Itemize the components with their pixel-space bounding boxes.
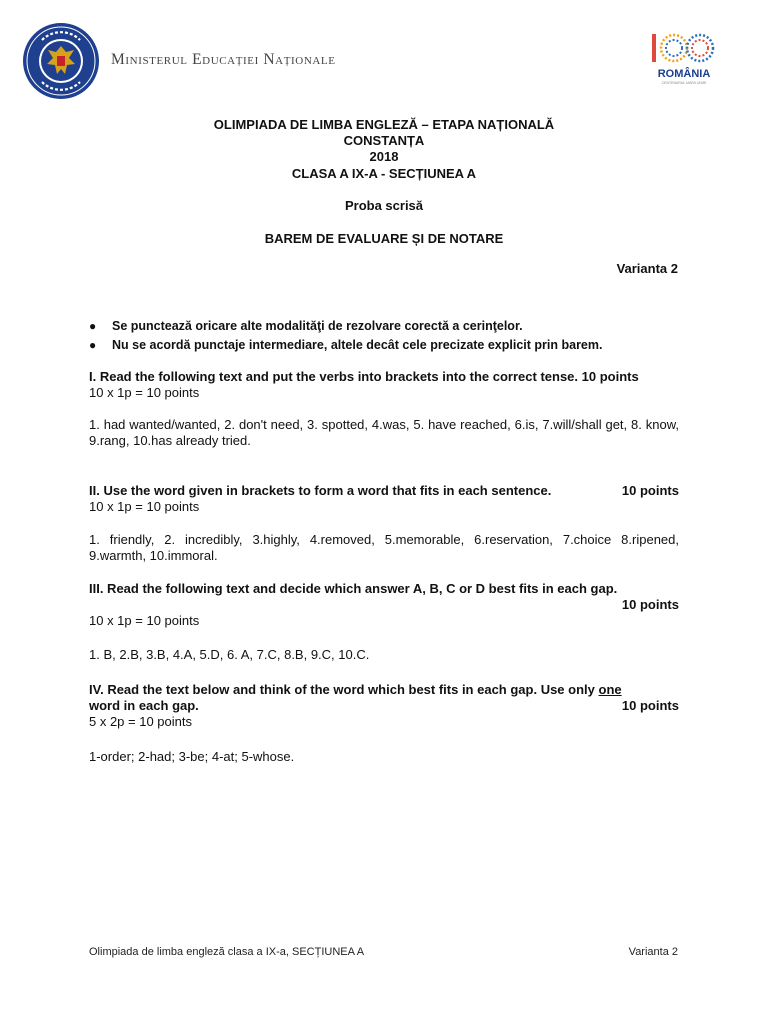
section-heading: II. Use the word given in brackets to form a word that fits in each sentence. [89,483,552,498]
ministry-name: Ministerul Educației Naționale [111,51,336,68]
list-item: ● Nu se acordă punctaje intermediare, altele decât cele precizate explicit prin barem. [112,336,602,355]
section-2 [89,483,679,515]
scoring-line: 10 x 1p = 10 points [89,613,200,628]
exam-type-title: Proba scrisă [344,198,424,213]
points-label: 10 points [621,698,679,713]
grading-scheme-title: BAREM DE EVALUARE ȘI DE NOTARE [264,231,504,246]
government-seal-icon [22,22,100,100]
bullet-icon: ● [89,338,97,352]
footer-title: Olimpiada de limba engleză clasa a IX-a, SECȚIUNEA A [89,946,365,958]
class-section-title: CLASA A IX-A - SECȚIUNEA A [291,166,477,181]
points-label: 10 points [621,483,679,498]
footer-variant: Varianta 2 [628,946,678,958]
scoring-line: 10 x 1p = 10 points [89,499,200,514]
section-heading: IV. Read the text below and think of the word which best fits in each gap. Use only one [89,682,622,697]
section-4 [89,682,679,730]
scoring-line: 10 x 1p = 10 points [89,385,200,400]
section-1-answers: 1. had wanted/wanted, 2. don't need, 3. spotted, 4.was, 5. have reached, 6.is, 7.will/shall get, 8. know, 9.rang, 10.has already tried. [89,417,679,448]
section-2-answers: 1. friendly, 2. incredibly, 3.highly, 4.removed, 5.memorable, 6.reservation, 7.choice 8.ripened, 9.warmth, 10.immoral. [89,532,679,563]
scoring-line: 5 x 2p = 10 points [89,714,192,729]
bullet-icon: ● [89,319,97,333]
section-heading: I. Read the following text and put the verbs into brackets into the correct tense. 10 points [89,369,639,384]
location-title: CONSTANȚA [343,133,425,148]
section-3 [89,581,679,629]
logo-subcaption: CENTENARUL MARII UNIRI [661,81,707,85]
year-title: 2018 [369,149,399,164]
section-4-answers: 1-order; 2-had; 3-be; 4-at; 5-whose. [89,749,295,764]
section-3-answers: 1. B, 2.B, 3.B, 4.A, 5.D, 6. A, 7.C, 8.B, 9.C, 10.C. [89,647,370,662]
section-1 [89,369,679,401]
olympiad-title: OLIMPIADA DE LIMBA ENGLEZĂ – ETAPA NAȚIONALĂ [213,117,555,132]
points-label: 10 points [621,597,679,612]
logo-caption: ROMÂNIA [657,68,711,80]
section-heading-cont: word in each gap. [89,698,199,713]
instructions-list [89,317,603,355]
list-item: ● Se punctează oricare alte modalităţi de rezolvare corectă a cerinţelor. [112,317,602,336]
section-heading: III. Read the following text and decide which answer A, B, C or D best fits in each gap. [89,581,618,596]
variant-label: Varianta 2 [616,261,678,276]
